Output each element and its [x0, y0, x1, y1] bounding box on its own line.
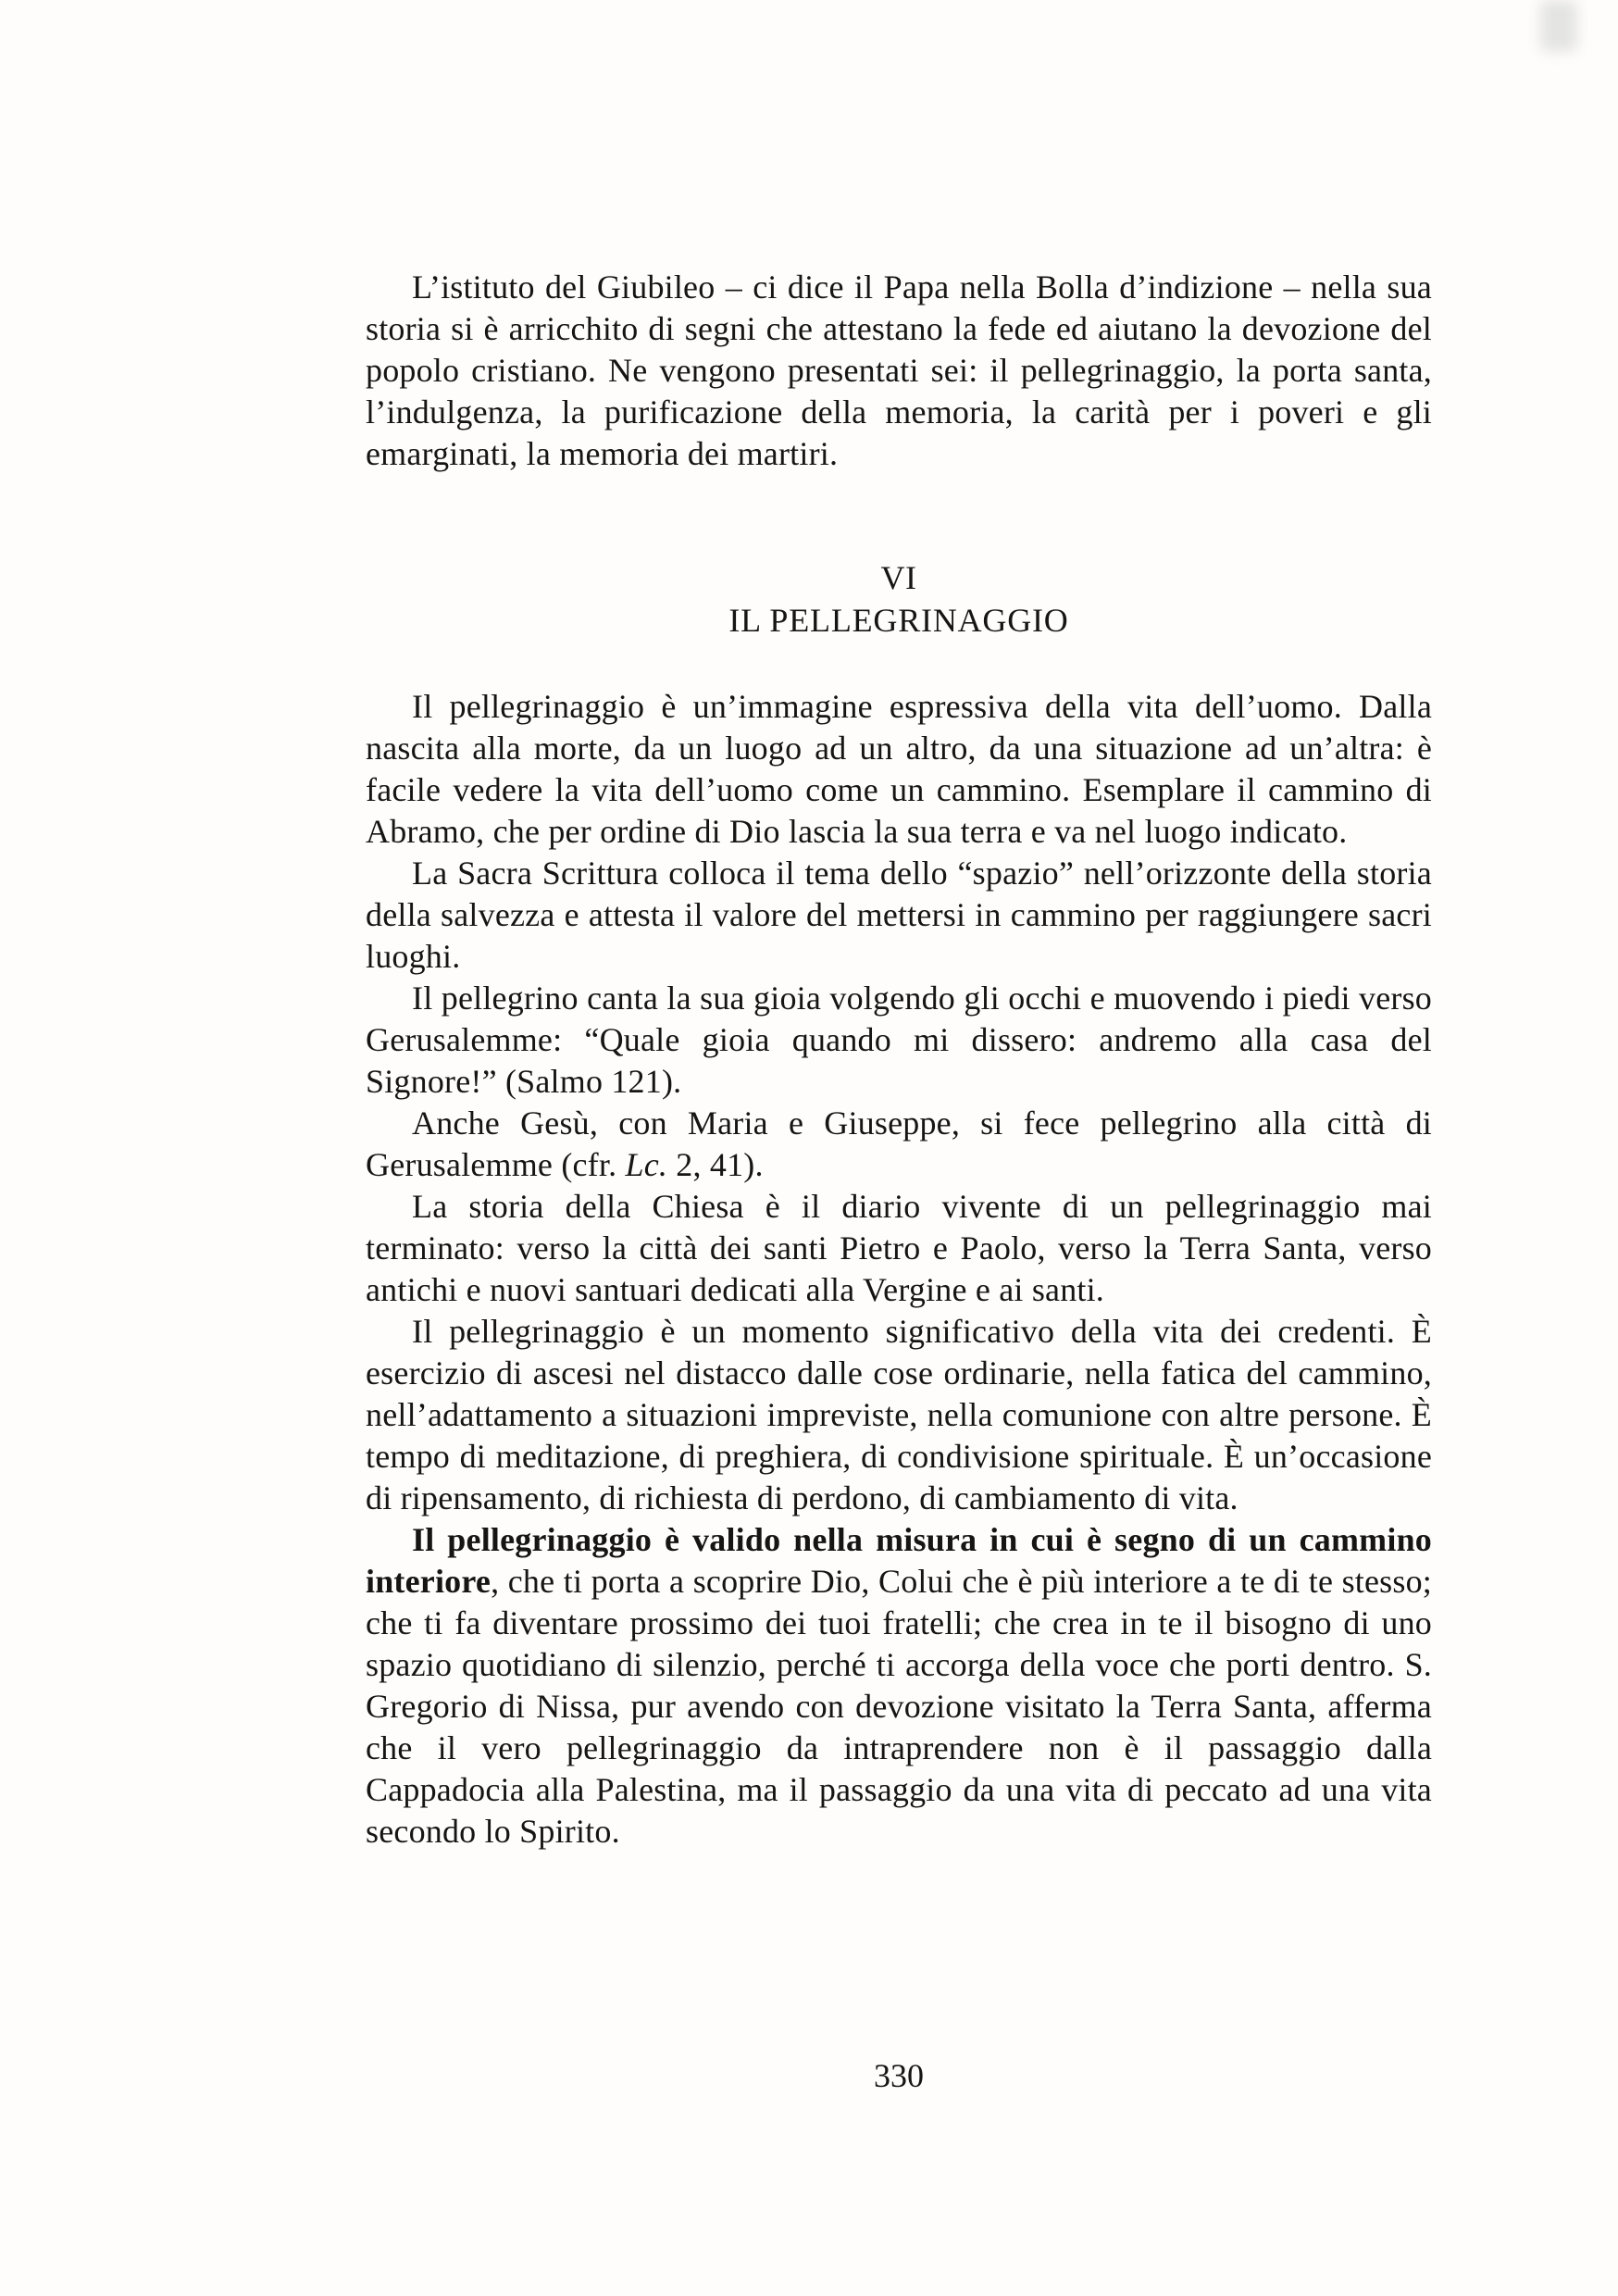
- text-run: Il pellegrinaggio è un momento significativo della vita dei credenti. È esercizio di ascesi nel distacco dalle cose ordinarie, nella fatica del cammino, nell’adattamento a situazioni impreviste, nella comunione con altre persone. È tempo di meditazione, di preghiera, di condivisione spirituale. È un’occasione di ripensamento, di richiesta di perdono, di cambiamento di vita.: [366, 1313, 1432, 1516]
- text-run: , che ti porta a scoprire Dio, Colui che è più interiore a te di te stesso; che ti fa diventare prossimo dei tuoi fratelli; che crea in te il bisogno di uno spazio quotidiano di silenzio, perché ti accorga della voce che porti dentro. S. Gregorio di Nissa, pur avendo con devozione visitato la Terra Santa, afferma che il vero pellegrinaggio da intraprendere non è il passaggio dalla Cappadocia alla Palestina, ma il passaggio da una vita di peccato ad una vita secondo lo Spirito.: [366, 1563, 1432, 1850]
- text-run: L’istituto del Giubileo – ci dice il Papa nella Bolla d’indizione – nella sua storia si è arricchito di segni che attestano la fede ed aiutano la devozione del popolo cristiano. Ne vengono presentati sei: il pellegrinaggio, la porta santa, l’indulgenza, la purificazione della memoria, la carità per i poveri e gli emarginati, la memoria dei martiri.: [366, 268, 1432, 472]
- section-title: IL PELLEGRINAGGIO: [728, 602, 1069, 639]
- page-number: 330: [874, 2057, 924, 2094]
- paragraph: [366, 1519, 1432, 1853]
- text-run: La Sacra Scrittura colloca il tema dello “spazio” nell’orizzonte della storia della salvezza e attesta il valore del mettersi in cammino per raggiungere sacri luoghi.: [366, 855, 1432, 975]
- citation-italic-text: Lc.: [625, 1146, 668, 1183]
- emphasis-bold-text: Il pellegrinaggio è valido nella misura in cui è segno di un cammino interiore: [366, 1521, 1432, 1600]
- text-run: Anche Gesù, con Maria e Giuseppe, si fece pellegrino alla città di Gerusalemme (cfr.: [366, 1104, 1432, 1183]
- intro-section: [366, 267, 1432, 475]
- page-content: [366, 267, 1432, 1853]
- paragraph: [366, 978, 1432, 1103]
- section-body: [366, 686, 1432, 1853]
- page-footer: [366, 2055, 1432, 2097]
- paragraph: [366, 853, 1432, 978]
- text-run: Il pellegrinaggio è un’immagine espressiva della vita dell’uomo. Dalla nascita alla morte, da un luogo ad un altro, da una situazione ad un’altra: è facile vedere la vita dell’uomo come un cammino. Esemplare il cammino di Abramo, che per ordine di Dio lascia la sua terra e va nel luogo indicato.: [366, 688, 1432, 850]
- section-heading: [366, 556, 1432, 642]
- paragraph: [366, 1103, 1432, 1186]
- text-run: La storia della Chiesa è il diario vivente di un pellegrinaggio mai terminato: verso la città dei santi Pietro e Paolo, verso la Terra Santa, verso antichi e nuovi santuari dedicati alla Vergine e ai santi.: [366, 1188, 1432, 1308]
- paragraph: [366, 1186, 1432, 1311]
- section-number: VI: [880, 559, 917, 596]
- paragraph: [366, 686, 1432, 853]
- scan-artifact: [1540, 0, 1577, 52]
- paragraph: [366, 1311, 1432, 1519]
- text-run: 2, 41).: [667, 1146, 764, 1183]
- paragraph: [366, 267, 1432, 475]
- text-run: Il pellegrino canta la sua gioia volgendo gli occhi e muovendo i piedi verso Gerusalemme: “Quale gioia quando mi dissero: andremo alla casa del Signore!” (Salmo 121).: [366, 980, 1432, 1100]
